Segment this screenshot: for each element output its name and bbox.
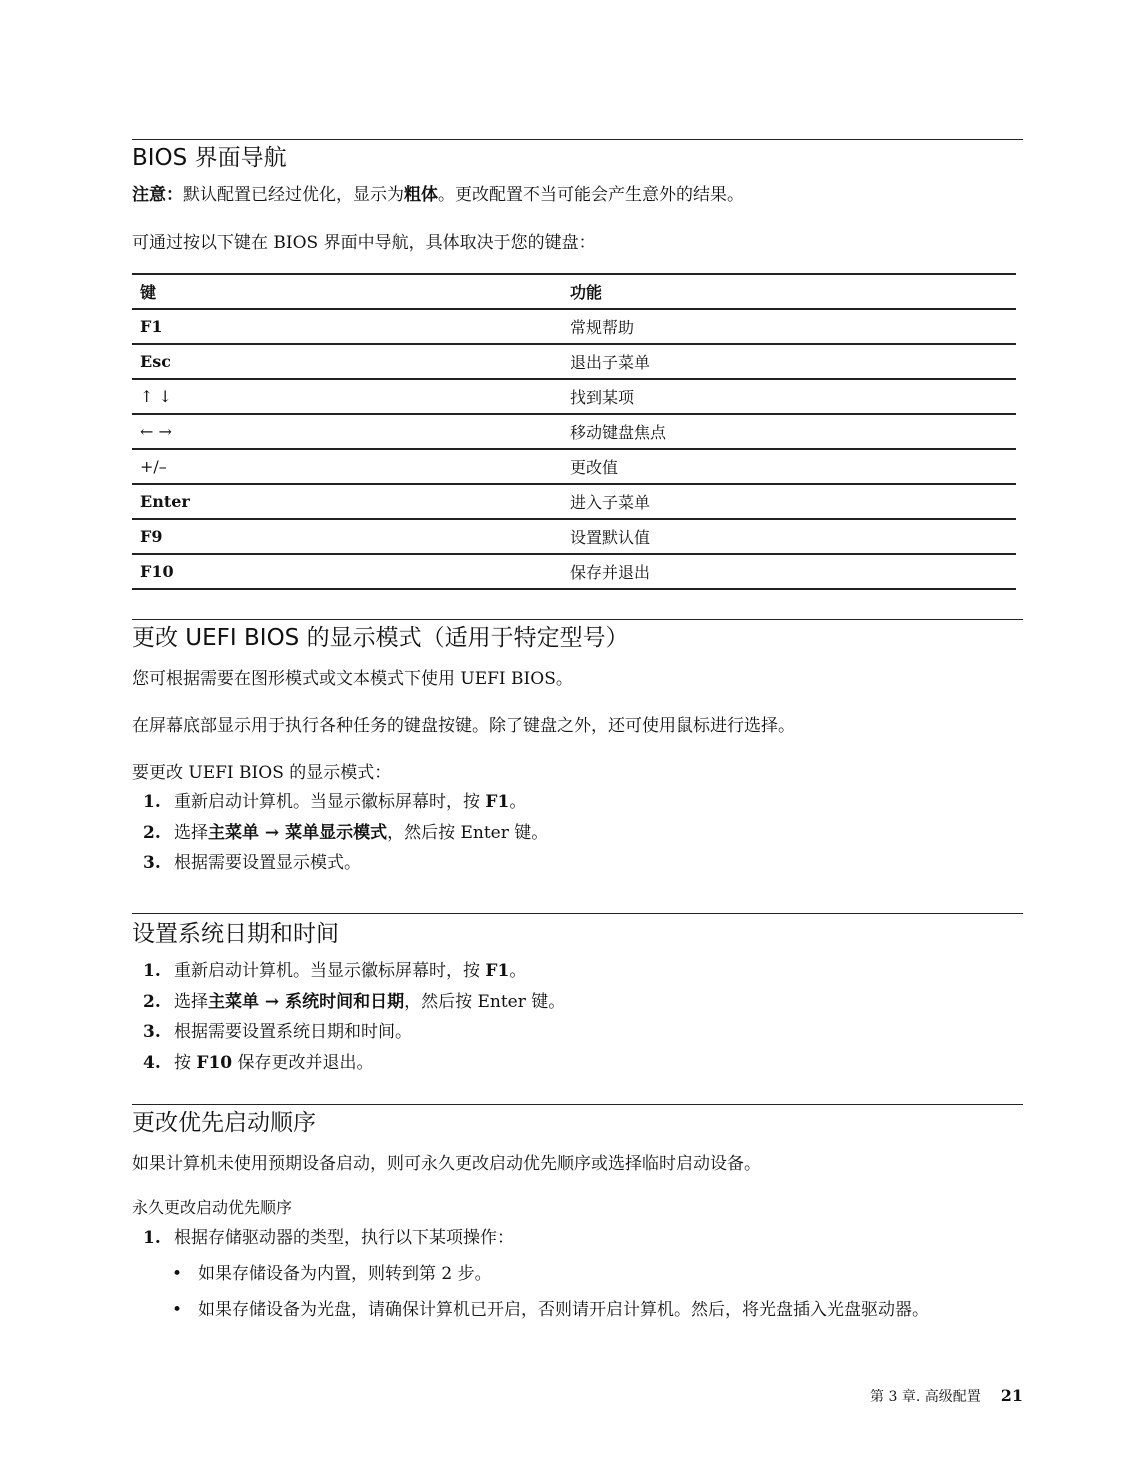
step-text: 根据需要设置系统日期和时间。: [174, 1022, 412, 1042]
step-item: [132, 848, 1023, 879]
note-paragraph: [132, 183, 1023, 207]
step-text: 按: [174, 1052, 197, 1073]
bullet-dot-icon: •: [172, 1263, 183, 1284]
table-row: [132, 449, 1016, 484]
section-title: 更改 UEFI BIOS 的显示模式（适用于特定型号）: [132, 625, 629, 651]
step-text: 重新启动计算机。当显示徽标屏幕时，按: [174, 792, 486, 812]
step-list: [132, 787, 1023, 879]
step-text-end: ，然后按 Enter 键。: [387, 822, 549, 843]
note-text-end: 。更改配置不当可能会产生意外的结果。: [438, 185, 744, 205]
note-label: 注意：: [132, 185, 183, 205]
step-item: [132, 818, 1023, 849]
bullet-text: 如果存储设备为光盘，请确保计算机已开启，否则请开启计算机。然后，将光盘插入光盘驱动器。: [198, 1299, 929, 1320]
table-row: [132, 309, 1016, 344]
table-row: [132, 519, 1016, 554]
section-display-mode: [132, 623, 1023, 879]
step-item: [132, 1017, 1023, 1048]
step-text: 选择: [174, 991, 208, 1012]
step-item: [132, 956, 1023, 987]
table-row: [132, 414, 1016, 449]
section-title: 更改优先启动顺序: [132, 1110, 316, 1136]
bullet-dot-icon: •: [172, 1299, 183, 1320]
bullet-list: [132, 1262, 1023, 1322]
header-key: 键: [132, 274, 562, 309]
step-text: 根据存储驱动器的类型，执行以下某项操作：: [174, 1228, 514, 1248]
step-number: 3.: [143, 1022, 161, 1042]
section-bios-navigation: [132, 143, 1023, 590]
table-row: [132, 379, 1016, 414]
step-number: 1.: [143, 961, 161, 981]
step-item: [132, 1048, 1023, 1079]
step-number: 1.: [143, 792, 161, 812]
function-cell: 常规帮助: [562, 309, 1016, 344]
key-cell: ↑ ↓: [132, 379, 562, 414]
table-row: [132, 554, 1016, 589]
step-number: 3.: [143, 853, 161, 873]
step-bold: 主菜单 → 系统时间和日期: [208, 991, 405, 1012]
step-text-end: 保存更改并退出。: [232, 1052, 374, 1073]
step-list: [132, 1223, 1023, 1254]
function-cell: 找到某项: [562, 379, 1016, 414]
subheading: 永久更改启动优先顺序: [132, 1198, 293, 1217]
section-boot-order: [132, 1108, 1023, 1334]
section-title: 设置系统日期和时间: [132, 921, 339, 947]
step-text: 选择: [174, 822, 208, 843]
step-text-end: ，然后按 Enter 键。: [404, 991, 566, 1012]
key-cell: Esc: [132, 344, 562, 379]
function-cell: 保存并退出: [562, 554, 1016, 589]
key-cell: F10: [132, 554, 562, 589]
key-cell: +/–: [132, 449, 562, 484]
section-divider: [132, 139, 1023, 140]
header-function: 功能: [562, 274, 1016, 309]
intro-paragraph: 可通过按以下键在 BIOS 界面中导航，具体取决于您的键盘：: [132, 233, 596, 253]
note-text: 默认配置已经过优化，显示为: [183, 185, 404, 205]
step-list: [132, 956, 1023, 1078]
step-text-end: 。: [509, 792, 527, 812]
step-number: 2.: [143, 822, 161, 843]
note-bold: 粗体: [404, 185, 438, 205]
table-header-row: [132, 274, 1016, 309]
step-number: 4.: [143, 1052, 161, 1073]
bullet-item: [132, 1262, 1023, 1286]
step-bold: F10: [196, 1052, 233, 1073]
paragraph: 您可根据需要在图形模式或文本模式下使用 UEFI BIOS。: [132, 669, 573, 689]
table-row: [132, 484, 1016, 519]
page-footer: [870, 1386, 1023, 1406]
function-cell: 移动键盘焦点: [562, 414, 1016, 449]
step-number: 1.: [143, 1228, 161, 1248]
step-item: [132, 787, 1023, 818]
paragraph: 在屏幕底部显示用于执行各种任务的键盘按键。除了键盘之外，还可使用鼠标进行选择。: [132, 716, 795, 736]
step-item: [132, 987, 1023, 1018]
page-number: 21: [1000, 1386, 1023, 1405]
step-bold: F1: [485, 961, 510, 981]
section-title: BIOS 界面导航: [132, 145, 287, 171]
function-cell: 退出子菜单: [562, 344, 1016, 379]
paragraph: 要更改 UEFI BIOS 的显示模式：: [132, 763, 392, 783]
step-text-end: 。: [509, 961, 527, 981]
function-cell: 设置默认值: [562, 519, 1016, 554]
footer-chapter: 第 3 章. 高级配置: [870, 1389, 981, 1405]
table-row: [132, 344, 1016, 379]
key-cell: ← →: [132, 414, 562, 449]
section-divider: [132, 1104, 1023, 1105]
key-cell: F1: [132, 309, 562, 344]
section-divider: [132, 913, 1023, 914]
step-text: 根据需要设置显示模式。: [174, 853, 361, 873]
function-cell: 进入子菜单: [562, 484, 1016, 519]
step-item: [132, 1223, 1023, 1254]
section-divider: [132, 619, 1023, 620]
paragraph: 如果计算机未使用预期设备启动，则可永久更改启动优先顺序或选择临时启动设备。: [132, 1154, 761, 1174]
step-number: 2.: [143, 991, 161, 1012]
key-cell: Enter: [132, 484, 562, 519]
step-bold: F1: [485, 792, 510, 812]
key-function-table: [132, 273, 1016, 590]
step-text: 重新启动计算机。当显示徽标屏幕时，按: [174, 961, 486, 981]
step-bold: 主菜单 → 菜单显示模式: [208, 822, 388, 843]
bullet-text: 如果存储设备为内置，则转到第 2 步。: [198, 1263, 492, 1284]
bullet-item: [132, 1298, 1023, 1322]
key-cell: F9: [132, 519, 562, 554]
section-date-time: [132, 919, 1023, 1078]
function-cell: 更改值: [562, 449, 1016, 484]
